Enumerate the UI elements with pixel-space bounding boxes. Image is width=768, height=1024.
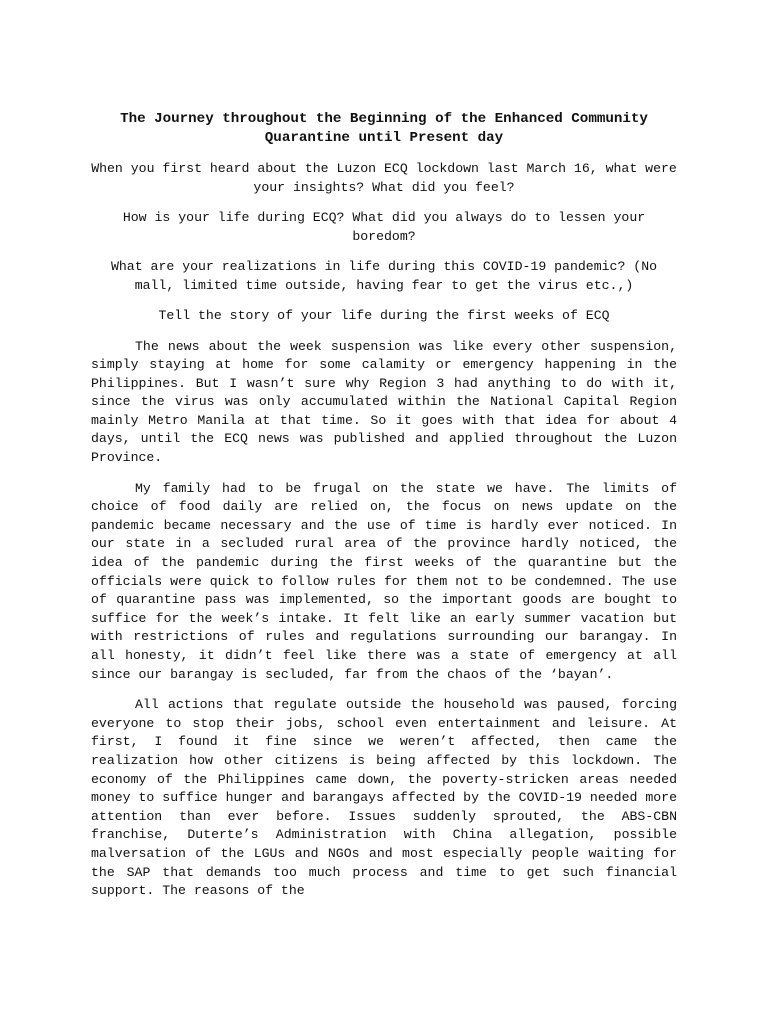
paragraph-3: All actions that regulate outside the household was paused, forcing everyone to stop their jobs, school even entertainment and leisure. At first, I found it fine since we weren’t affected, then came the realization how other citizens is being affected by this lockdown. The economy of the Philippines came down, the poverty-stricken areas needed money to suffice hunger and barangays affected by the COVID-19 needed more attention than ever before. Issues suddenly sprouted, the ABS-CBN franchise, Duterte’s Administration with China allegation, possible malversation of the LGUs and NGOs and most especially people waiting for the SAP that demands too much process and time to get such financial support. The reasons of the xyxy=(91,697,677,899)
document-body xyxy=(91,110,677,913)
paragraph-1: The news about the week suspension was like every other suspension, simply staying at home for some calamity or emergency happening in the Philippines. But I wasn’t sure why Region 3 had anything to do with it, since the virus was only accumulated within the National Capital Region mainly Metro Manila at that time. So it goes with that idea for about 4 days, until the ECQ news was published and applied throughout the Luzon Province. xyxy=(91,338,677,466)
document-title: The Journey throughout the Beginning of the Enhanced Community Quarantine until Present day xyxy=(120,111,648,146)
question-3: What are your realizations in life during this COVID-19 pandemic? (No mall, limited time outside, having fear to get the virus etc.,) xyxy=(110,259,658,293)
paragraph-2: My family had to be frugal on the state we have. The limits of choice of food daily are relied on, the focus on news update on the pandemic became necessary and the use of time is hardly ever noticed. In our state in a secluded rural area of the province hardly noticed, the idea of the pandemic during the first weeks of the quarantine but the officials were quick to follow rules for them not to be condemned. The use of quarantine pass was implemented, so the important goods are bought to suffice for the week’s intake. It felt like an early summer vacation but with restrictions of rules and regulations surrounding our barangay. In all honesty, it didn’t feel like there was a state of emergency at all since our barangay is secluded, far from the chaos of the ‘bayan’. xyxy=(91,480,677,682)
question-1: When you first heard about the Luzon ECQ lockdown last March 16, what were your insights? What did you feel? xyxy=(91,161,677,195)
question-2: How is your life during ECQ? What did you always do to lessen your boredom? xyxy=(122,210,646,244)
question-4: Tell the story of your life during the first weeks of ECQ xyxy=(158,308,610,323)
